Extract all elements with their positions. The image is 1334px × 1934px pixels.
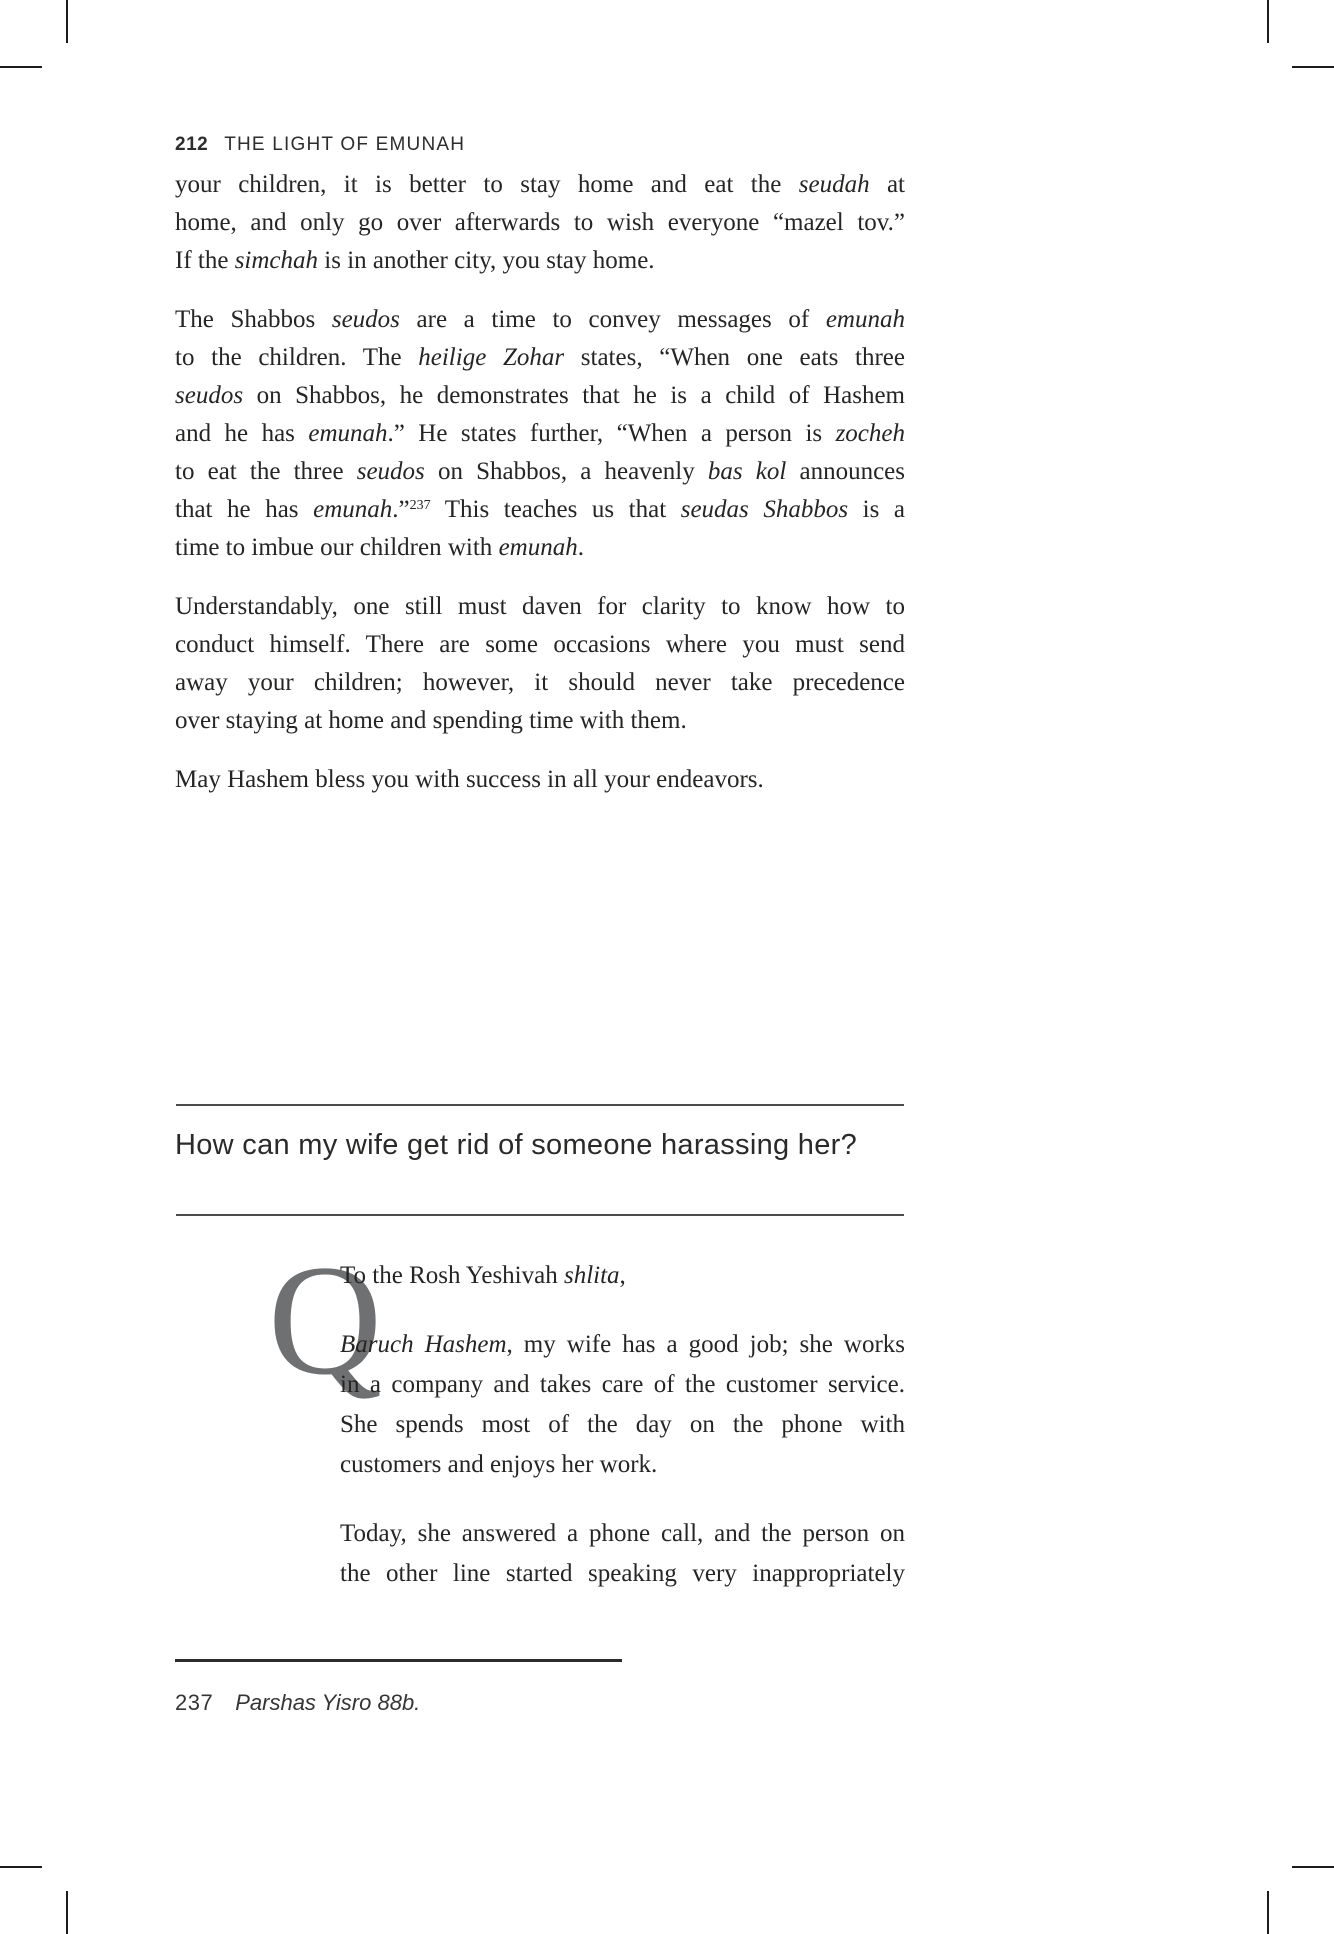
- paragraph: May Hashem bless you with success in all your endeavors.: [175, 766, 764, 793]
- crop-mark-bottom-left-vertical: [66, 1891, 68, 1934]
- crop-mark-bottom-left-horizontal: [0, 1866, 42, 1868]
- paragraph: your children, it is better to stay home and eat the seudah at home, and only go over afterwards to wish everyone “mazel tov.” If the simchah is in another city, you stay home.: [175, 171, 906, 274]
- question-paragraph: Baruch Hashem, my wife has a good job; she works in a company and takes care of the customer service. She spends most of the day on the phone with customers and enjoys her work.: [340, 1331, 905, 1478]
- crop-mark-top-left-horizontal: [0, 66, 42, 68]
- section-rule-top: [176, 1104, 904, 1106]
- footnote-rule: [175, 1659, 622, 1662]
- section-rule-bottom: [176, 1214, 904, 1216]
- crop-mark-top-left-vertical: [66, 0, 68, 43]
- running-header: [175, 134, 905, 156]
- paragraph: Understandably, one still must daven for clarity to know how to conduct himself. There are some occasions where you must send away your children; however, it should never take precedence over staying at home and spending time with them.: [175, 593, 905, 734]
- question-paragraph: Today, she answered a phone call, and the person on the other line started speaking very inappropriately: [340, 1520, 905, 1587]
- footnote: [175, 1690, 905, 1716]
- book-title: THE LIGHT OF EMUNAH: [224, 134, 466, 155]
- footnote-text: Parshas Yisro 88b.: [235, 1690, 421, 1715]
- page-number: 212: [175, 134, 209, 155]
- question-drop-cap: Q: [268, 1233, 383, 1408]
- body-text-column: [175, 166, 905, 799]
- section-heading: How can my wife get rid of someone harassing her?: [175, 1129, 858, 1161]
- paragraph: The Shabbos seudos are a time to convey messages of emunah to the children. The heilige Zohar states, “When one eats three seudos on Shabbos, he demonstrates that he is a child of Hashem and he has emunah.” He states further, “When a person is zocheh to eat the three seudos on Shabbos, a heavenly bas kol announces that he has emunah.”$^{237}$ This teaches us that seudas Shabbos is a time to imbue our children with emunah.: [175, 306, 905, 561]
- footnote-number: 237: [175, 1690, 214, 1715]
- question-text-column: [340, 1256, 905, 1623]
- crop-mark-bottom-right-vertical: [1267, 1891, 1269, 1934]
- crop-mark-top-right-vertical: [1267, 0, 1269, 43]
- crop-mark-bottom-right-horizontal: [1292, 1866, 1334, 1868]
- crop-mark-top-right-horizontal: [1292, 66, 1334, 68]
- question-paragraph: To the Rosh Yeshivah shlita,: [340, 1262, 626, 1289]
